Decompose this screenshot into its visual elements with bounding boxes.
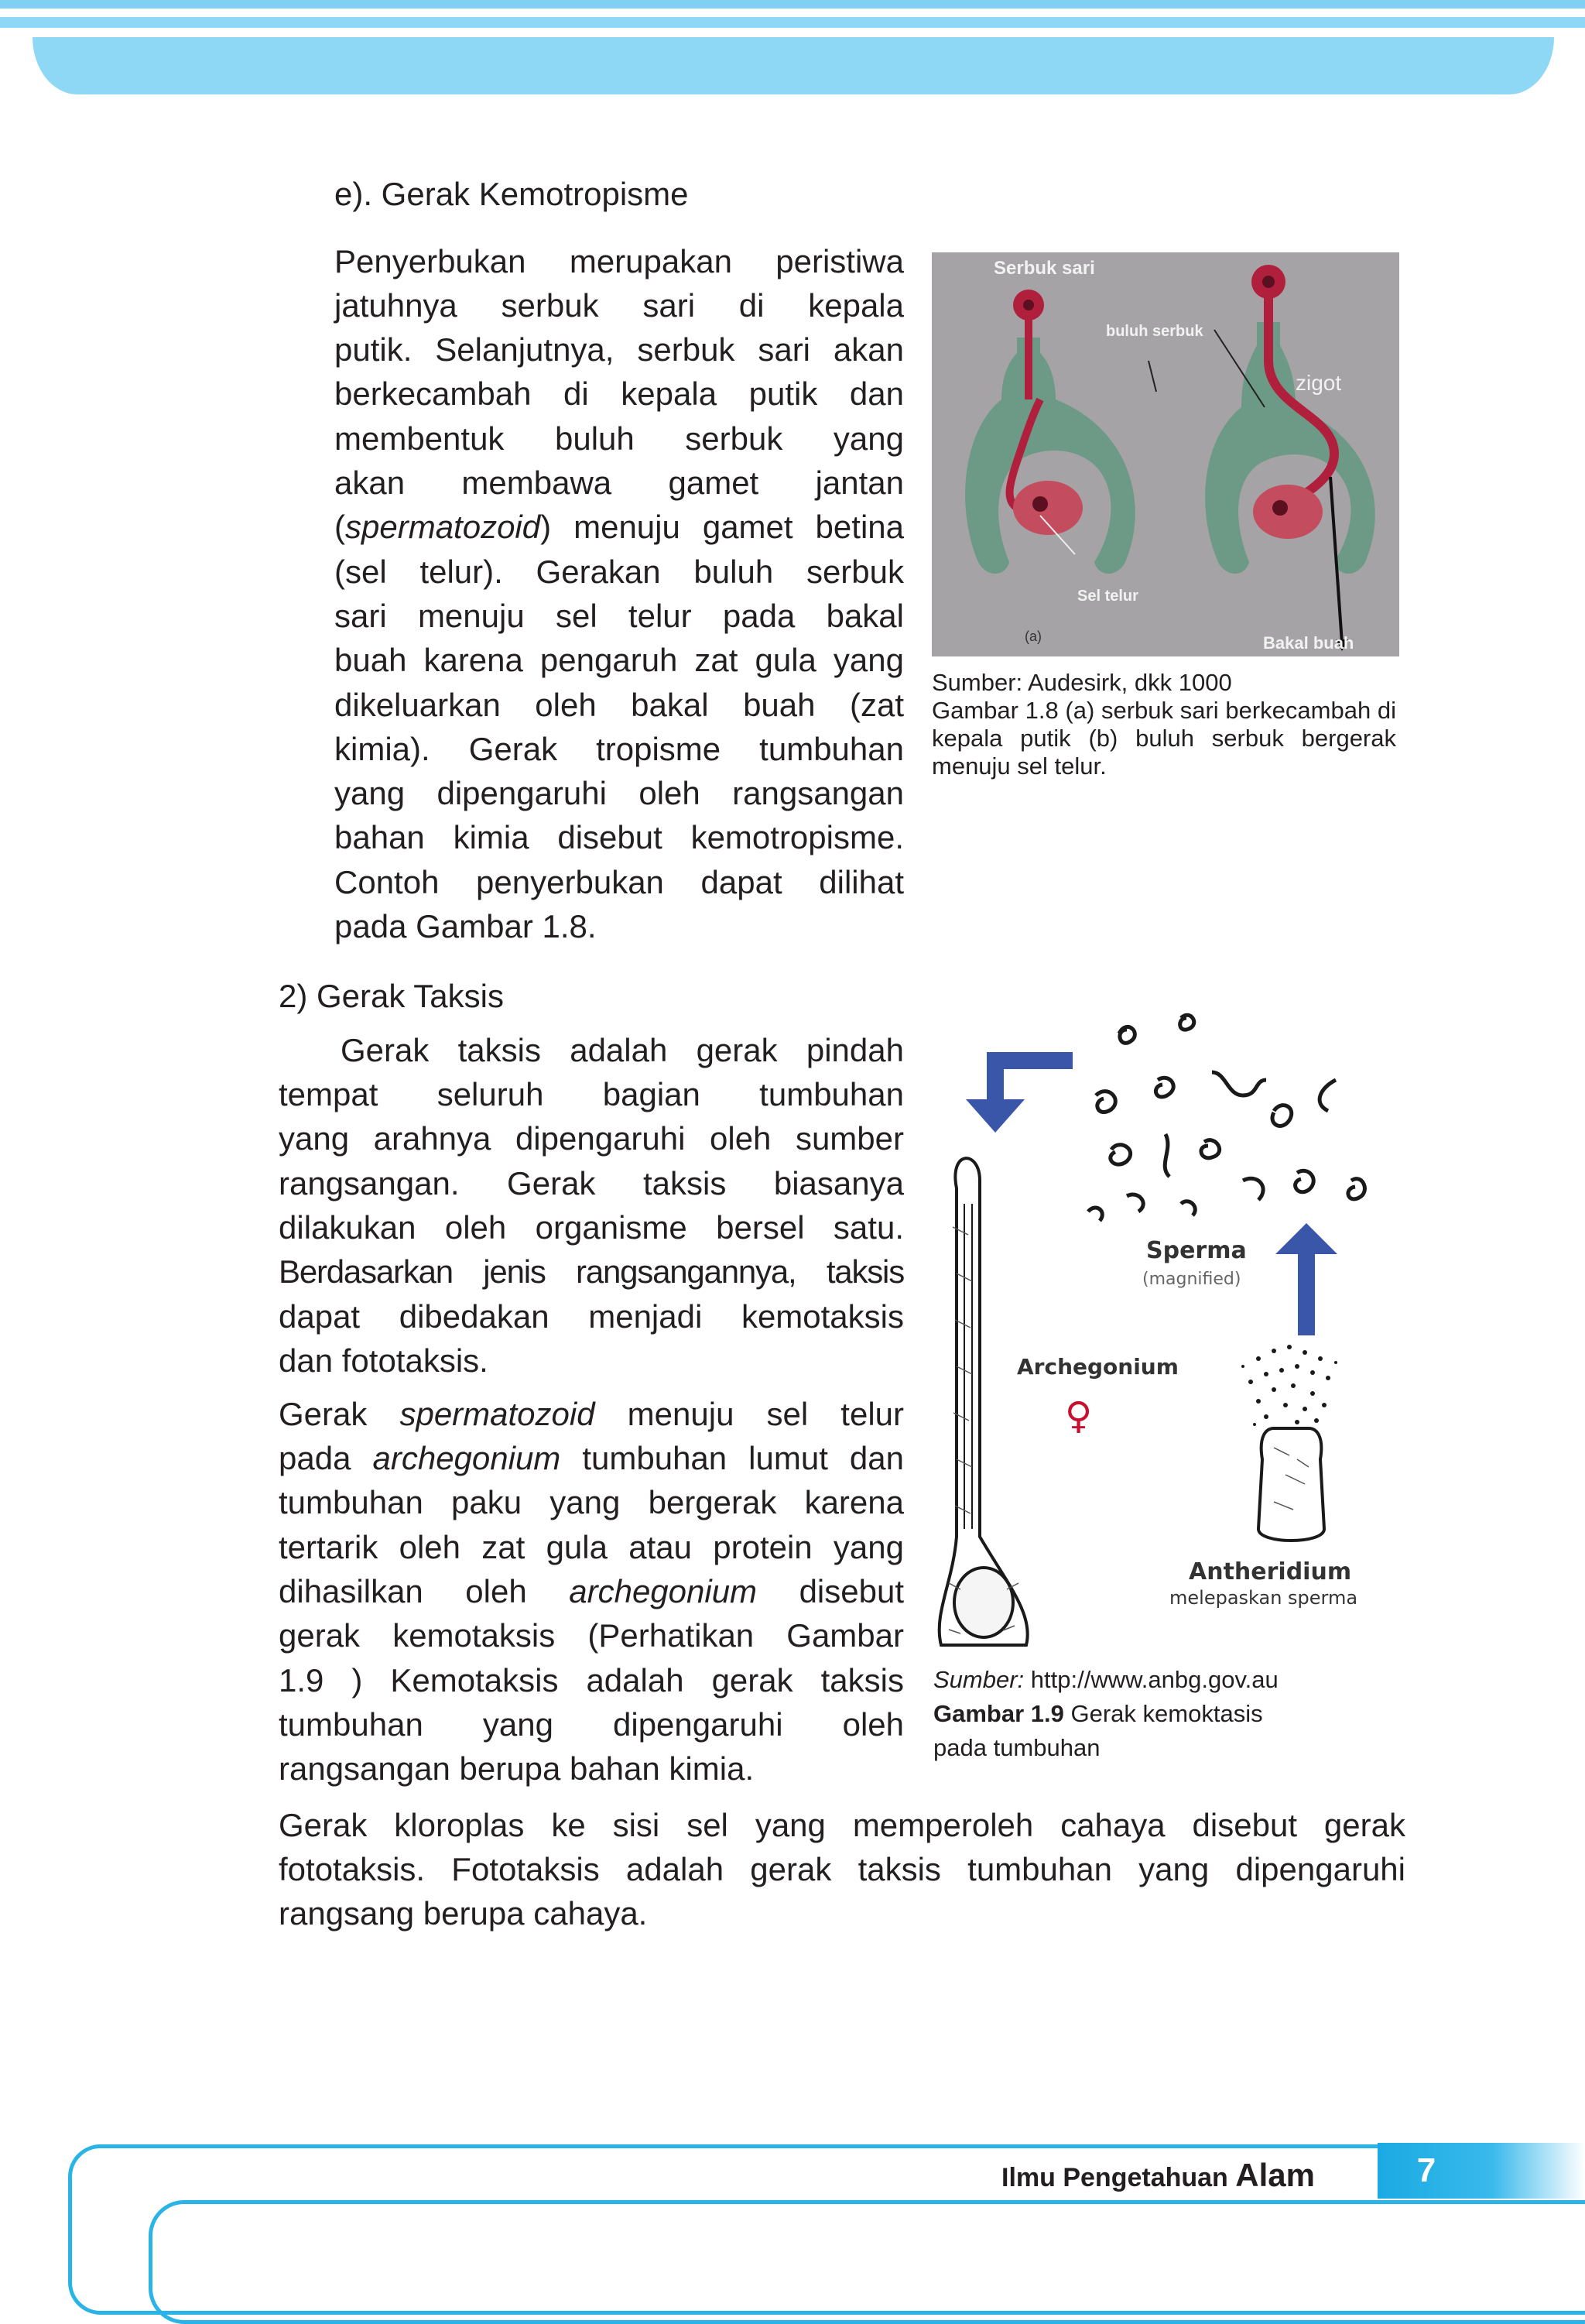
text-line: dihasilkan oleh archegonium disebut bbox=[279, 1573, 904, 1609]
text-line: putik. Selanjutnya, serbuk sari akan bbox=[334, 331, 904, 368]
text-line: dikeluarkan oleh bakal buah (zat bbox=[334, 687, 904, 723]
text-line: rangsangan berupa bahan kimia. bbox=[279, 1750, 755, 1787]
label-buluh-serbuk: buluh serbuk bbox=[1106, 323, 1203, 340]
section-2-heading: 2) Gerak Taksis bbox=[279, 978, 504, 1014]
text-line: Berdasarkan jenis rangsangannya, taksis bbox=[279, 1253, 904, 1290]
header-band-tab bbox=[33, 37, 1554, 94]
text-line: rangsang berupa cahaya. bbox=[279, 1895, 648, 1932]
text-line: buah karena pengaruh zat gula yang bbox=[334, 642, 904, 678]
label-melepaskan-sperma: melepaskan sperma bbox=[1169, 1587, 1358, 1609]
text-line: yang arahnya dipengaruhi oleh sumber bbox=[279, 1120, 904, 1157]
text-line: Contoh penyerbukan dapat dilihat bbox=[334, 864, 904, 900]
figure-1-8-pollination-diagram bbox=[932, 252, 1399, 656]
label-bakal-buah: Bakal buah bbox=[1263, 633, 1354, 653]
female-symbol-icon: ♀ bbox=[1065, 1394, 1093, 1438]
label-sel-telur: Sel telur bbox=[1077, 588, 1138, 605]
text-line: 1.9 ) Kemotaksis adalah gerak taksis bbox=[279, 1662, 904, 1698]
text-line: dilakukan oleh organisme bersel satu. bbox=[279, 1209, 904, 1246]
footer-frame-inner bbox=[149, 2200, 1585, 2324]
text-line: pada archegonium tumbuhan lumut dan bbox=[279, 1440, 905, 1476]
text-line: tertarik oleh zat gula atau protein yang bbox=[279, 1529, 904, 1565]
text-line: berkecambah di kepala putik dan bbox=[334, 375, 904, 412]
text-line: Gerak spermatozoid menuju sel telur bbox=[279, 1396, 904, 1432]
text-line: (sel telur). Gerakan buluh serbuk bbox=[334, 554, 904, 590]
figure-1-9-chemotaxis-diagram bbox=[933, 995, 1405, 1661]
text-line: membentuk buluh serbuk yang bbox=[334, 420, 904, 457]
text-line: (spermatozoid) menuju gamet betina bbox=[334, 509, 904, 545]
text-line: gerak kemotaksis (Perhatikan Gambar bbox=[279, 1617, 904, 1654]
italic-term: spermatozoid bbox=[345, 509, 541, 545]
text-line: bahan kimia disebut kemotropisme. bbox=[334, 819, 904, 855]
label-magnified: (magnified) bbox=[1142, 1270, 1241, 1289]
text-line: akan membawa gamet jantan bbox=[334, 464, 904, 501]
header-band-top bbox=[0, 0, 1585, 9]
label-serbuk-sari: Serbuk sari bbox=[994, 258, 1095, 279]
text-line: yang dipengaruhi oleh rangsangan bbox=[334, 775, 904, 811]
text-line: sari menuju sel telur pada bakal bbox=[334, 598, 904, 634]
label-archegonium: Archegonium bbox=[1017, 1354, 1179, 1380]
text-line: rangsangan. Gerak taksis biasanya bbox=[279, 1165, 904, 1201]
text-line: kimia). Gerak tropisme tumbuhan bbox=[334, 731, 904, 767]
text-line: Gerak taksis adalah gerak pindah bbox=[341, 1032, 904, 1068]
text-line: Gerak kloroplas ke sisi sel yang memperoleh cahaya disebut gerak bbox=[279, 1807, 1405, 1843]
header-band-middle bbox=[0, 17, 1585, 28]
book-title: Ilmu Pengetahuan Alam bbox=[1001, 2157, 1315, 2193]
text-line: tempat seluruh bagian tumbuhan bbox=[279, 1076, 904, 1112]
label-sperma: Sperma bbox=[1146, 1237, 1247, 1264]
text-line: dan fototaksis. bbox=[279, 1342, 488, 1379]
section-e-heading: e). Gerak Kemotropisme bbox=[334, 176, 689, 212]
figure-1-9-caption-line2: pada tumbuhan bbox=[933, 1734, 1101, 1761]
label-antheridium: Antheridium bbox=[1189, 1558, 1352, 1585]
figure-1-9-source: Sumber: http://www.anbg.gov.au bbox=[933, 1666, 1279, 1693]
text-line: fototaksis. Fototaksis adalah gerak taksis tumbuhan yang dipengaruhi bbox=[279, 1851, 1405, 1887]
figure-1-9-caption: Gambar 1.9 Gerak kemoktasis bbox=[933, 1700, 1263, 1727]
text-line: jatuhnya serbuk sari di kepala bbox=[334, 287, 904, 324]
text-line: dapat dibedakan menjadi kemotaksis bbox=[279, 1298, 904, 1335]
text-line: Penyerbukan merupakan peristiwa bbox=[334, 243, 904, 279]
text-line: tumbuhan paku yang bergerak karena bbox=[279, 1484, 904, 1520]
text-line: pada Gambar 1.8. bbox=[334, 908, 597, 944]
text-line: tumbuhan yang dipengaruhi oleh bbox=[279, 1706, 904, 1743]
label-panel-a: (a) bbox=[1025, 629, 1042, 644]
label-zigot: zigot bbox=[1296, 371, 1342, 395]
figure-1-8-caption: Gambar 1.8 (a) serbuk sari berkecambah di kepala putik (b) buluh serbuk bergerak menuju sel telur. bbox=[932, 697, 1396, 780]
italic-term: spermatozoid bbox=[399, 1396, 595, 1432]
page-number: 7 bbox=[1416, 2151, 1436, 2189]
figure-1-8-source: Sumber: Audesirk, dkk 1000 bbox=[932, 669, 1232, 696]
